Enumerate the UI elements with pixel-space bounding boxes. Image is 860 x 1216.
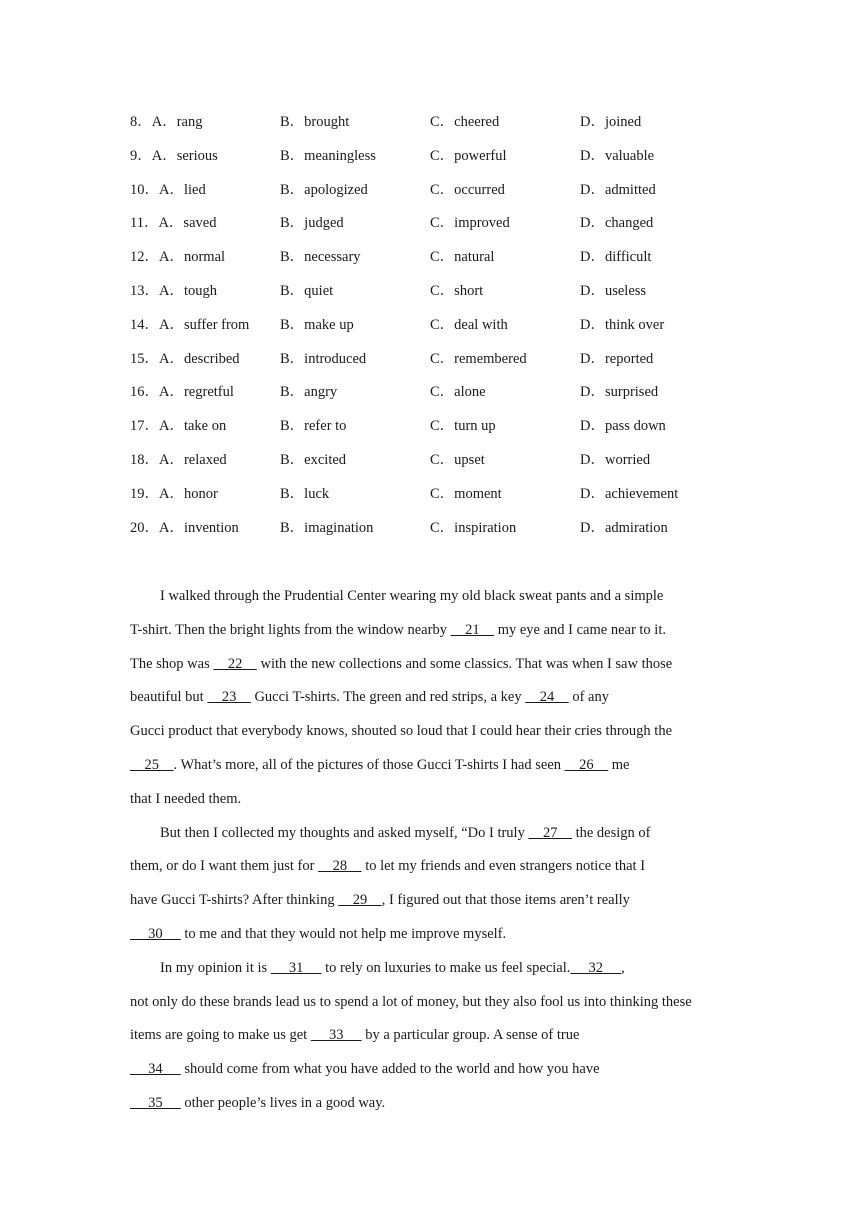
option-b: B．necessary <box>280 249 361 266</box>
option-b: B．brought <box>280 114 350 130</box>
answer-blank: 32 <box>570 959 622 976</box>
question-row <box>130 313 730 347</box>
option-c: C．powerful <box>430 147 507 164</box>
passage-text: of any <box>568 689 609 706</box>
option-b: B．judged <box>280 215 344 232</box>
passage-line <box>130 749 730 783</box>
option-d: D．surprised <box>580 384 659 401</box>
passage-text: with the new collections and some classics. That was when I saw those <box>256 655 673 672</box>
answer-blank: 35 <box>130 1094 181 1111</box>
answer-blank: 21 <box>450 621 495 638</box>
question-row <box>130 178 730 212</box>
option-c: C．inspiration <box>430 519 517 536</box>
passage-line <box>130 884 730 918</box>
cloze-passage <box>130 580 730 1121</box>
passage-text: Gucci T-shirts. The green and red strips, a key <box>250 689 526 706</box>
answer-blank: 24 <box>525 689 569 706</box>
passage-text: I walked through the Prudential Center wearing my old black sweat pants and a simple <box>160 588 664 604</box>
option-a: 9．A．serious <box>130 147 218 164</box>
passage-text: to me and that they would not help me improve myself. <box>180 925 507 942</box>
passage-line <box>130 817 730 851</box>
question-row <box>130 414 730 448</box>
option-a: 15．A．described <box>130 350 240 367</box>
question-row <box>130 245 730 279</box>
option-d: D．think over <box>580 316 665 333</box>
option-b: B．introduced <box>280 350 367 367</box>
question-row <box>130 347 730 381</box>
option-c: C．improved <box>430 215 510 232</box>
option-d: D．admitted <box>580 181 656 198</box>
passage-line <box>130 783 730 817</box>
passage-line <box>130 648 730 682</box>
answer-blank: 23 <box>207 689 251 706</box>
option-d: D．worried <box>580 451 651 468</box>
option-a: 17．A．take on <box>130 418 227 435</box>
option-a: 8．A．rang <box>130 114 203 130</box>
answer-blank: 29 <box>338 892 382 909</box>
answer-blank: 31 <box>270 959 322 976</box>
option-d: D．reported <box>580 350 654 367</box>
option-a: 11．A．saved <box>130 215 217 232</box>
passage-line <box>130 580 730 614</box>
question-row <box>130 211 730 245</box>
passage-line <box>130 1053 730 1087</box>
options-list <box>130 110 730 549</box>
option-a: 14．A．suffer from <box>130 316 250 333</box>
option-c: C．short <box>430 282 484 299</box>
answer-blank: 22 <box>213 655 257 672</box>
option-a: 16．A．regretful <box>130 384 234 401</box>
answer-blank: 34 <box>130 1061 181 1078</box>
option-c: C．alone <box>430 384 486 401</box>
passage-line <box>130 952 730 986</box>
passage-text: T-shirt. Then the bright lights from the window nearby <box>130 621 451 638</box>
passage-text: by a particular group. A sense of true <box>361 1027 580 1044</box>
question-row <box>130 144 730 178</box>
passage-text: , I figured out that those items aren’t really <box>381 892 630 909</box>
passage-line <box>130 715 730 749</box>
passage-text: , <box>621 959 625 976</box>
passage-text: beautiful but <box>130 689 208 706</box>
option-c: C．moment <box>430 485 502 502</box>
passage-line <box>130 614 730 648</box>
passage-text: the design of <box>571 824 651 841</box>
option-c: C．turn up <box>430 418 496 435</box>
answer-blank: 28 <box>318 858 362 875</box>
option-d: D．pass down <box>580 418 666 435</box>
option-c: C．occurred <box>430 181 505 198</box>
passage-line <box>130 1019 730 1053</box>
passage-text: me <box>608 756 630 773</box>
option-d: D．joined <box>580 114 642 130</box>
option-d: D．difficult <box>580 249 652 266</box>
question-row <box>130 110 730 144</box>
answer-blank: 33 <box>310 1027 362 1044</box>
option-b: B．imagination <box>280 519 374 536</box>
passage-text: should come from what you have added to the world and how you have <box>180 1061 600 1078</box>
option-d: D．admiration <box>580 519 668 536</box>
option-b: B．angry <box>280 384 338 401</box>
option-a: 19．A．honor <box>130 485 218 502</box>
option-d: D．useless <box>580 282 647 299</box>
answer-blank: 27 <box>528 824 572 841</box>
option-c: C．remembered <box>430 350 527 367</box>
option-b: B．excited <box>280 451 347 468</box>
option-a: 18．A．relaxed <box>130 451 227 468</box>
option-b: B．refer to <box>280 418 347 435</box>
option-c: C．natural <box>430 249 495 266</box>
option-b: B．make up <box>280 316 354 333</box>
question-row <box>130 516 730 550</box>
passage-text: have Gucci T-shirts? After thinking <box>130 892 339 909</box>
passage-text: to rely on luxuries to make us feel special. <box>321 959 571 976</box>
answer-blank: 25 <box>130 756 174 773</box>
passage-text: Gucci product that everybody knows, shouted so loud that I could hear their cries through the <box>130 723 673 740</box>
option-b: B．quiet <box>280 282 334 299</box>
option-a: 13．A．tough <box>130 282 217 299</box>
option-a: 20．A．invention <box>130 519 239 536</box>
option-a: 10．A．lied <box>130 181 206 198</box>
passage-line <box>130 986 730 1020</box>
answer-blank: 26 <box>564 756 609 773</box>
option-c: C．deal with <box>430 316 508 333</box>
option-d: D．valuable <box>580 147 655 164</box>
option-d: D．achievement <box>580 485 679 502</box>
passage-text: to let my friends and even strangers notice that I <box>361 858 646 875</box>
option-b: B．apologized <box>280 181 368 198</box>
option-b: B．meaningless <box>280 147 376 164</box>
option-b: B．luck <box>280 485 330 502</box>
question-row <box>130 279 730 313</box>
passage-text: my eye and I came near to it. <box>494 621 666 638</box>
option-a: 12．A．normal <box>130 249 226 266</box>
option-c: C．upset <box>430 451 485 468</box>
passage-line <box>130 1087 730 1121</box>
passage-line <box>130 850 730 884</box>
passage-text: not only do these brands lead us to spend a lot of money, but they also fool us into thinking these <box>130 993 692 1010</box>
passage-line <box>130 918 730 952</box>
passage-text: items are going to make us get <box>130 1027 311 1044</box>
question-row <box>130 448 730 482</box>
option-d: D．changed <box>580 215 654 232</box>
passage-text: them, or do I want them just for <box>130 858 319 875</box>
passage-text: The shop was <box>130 655 214 672</box>
passage-text: In my opinion it is <box>160 959 271 976</box>
question-row <box>130 482 730 516</box>
passage-line <box>130 681 730 715</box>
answer-blank: 30 <box>130 925 181 942</box>
option-c: C．cheered <box>430 114 500 130</box>
passage-text: other people’s lives in a good way. <box>180 1094 386 1111</box>
passage-text: But then I collected my thoughts and asked myself, “Do I truly <box>160 824 529 841</box>
passage-text: . What’s more, all of the pictures of those Gucci T-shirts I had seen <box>173 756 565 773</box>
passage-text: that I needed them. <box>130 790 242 807</box>
question-row <box>130 380 730 414</box>
